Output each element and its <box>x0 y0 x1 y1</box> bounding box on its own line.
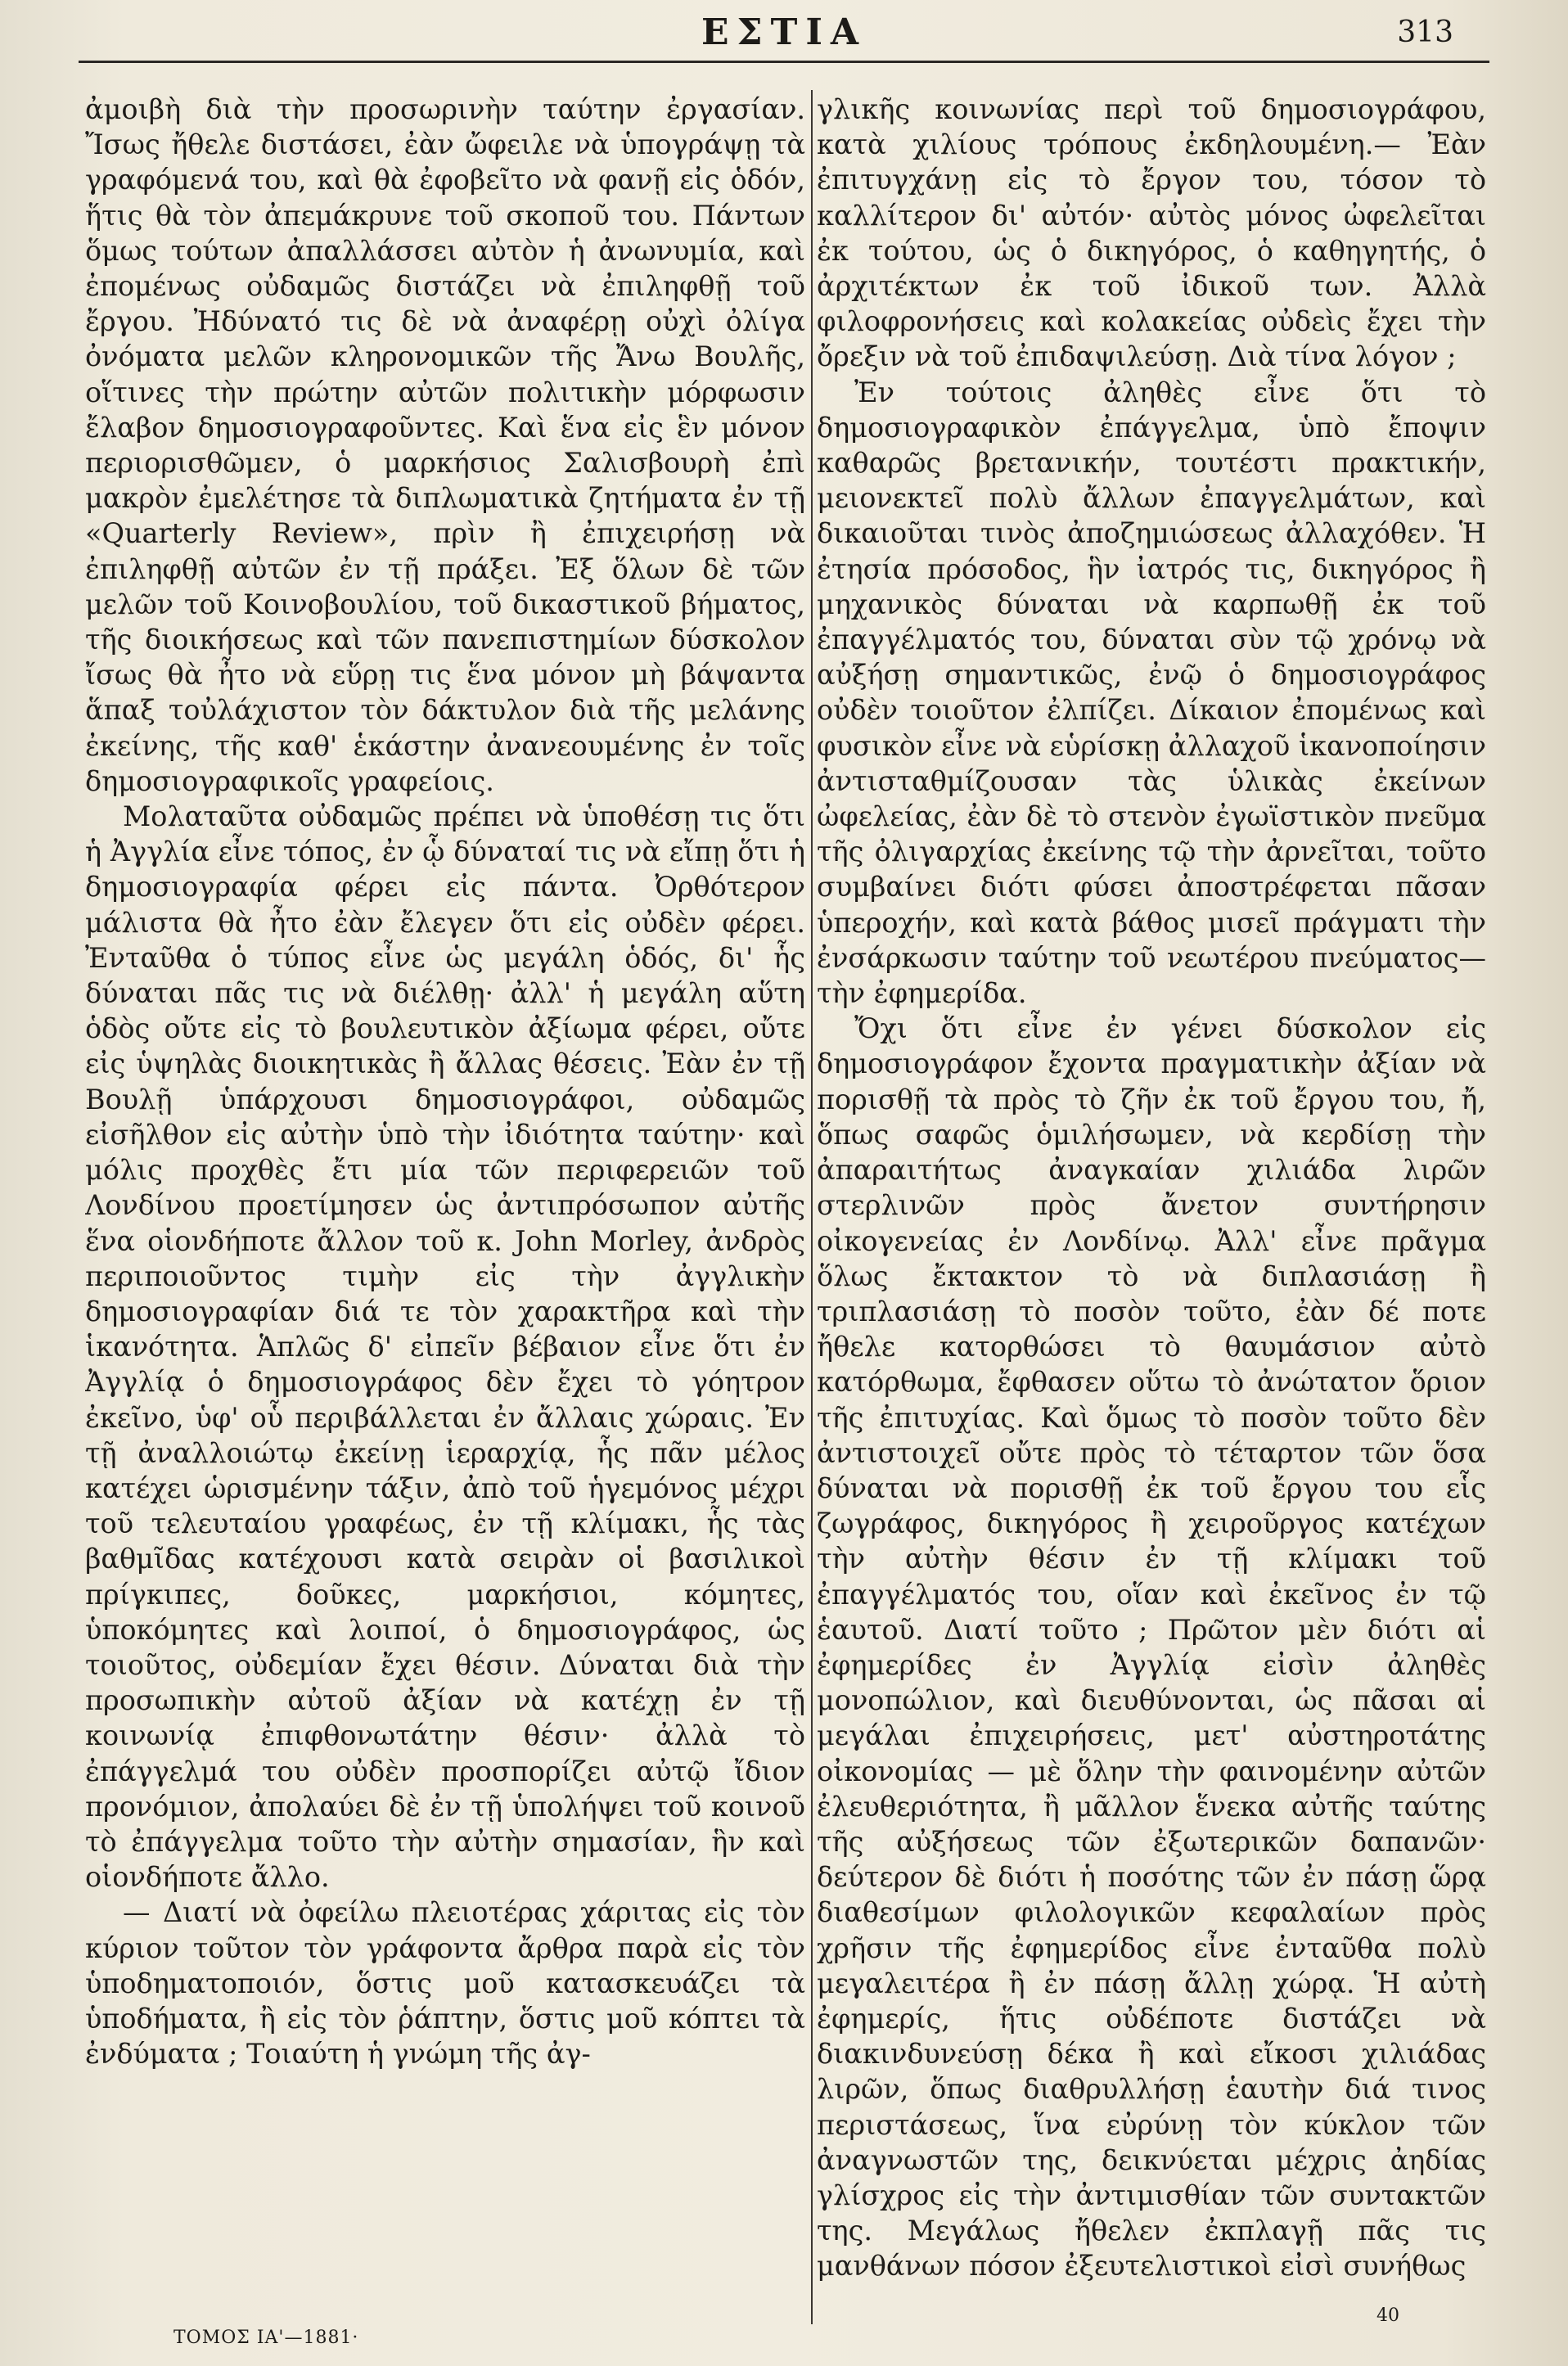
column-divider <box>811 90 813 2324</box>
paragraph: Μολαταῦτα οὐδαμῶς πρέπει νὰ ὑποθέσῃ τις ὅτι ἡ Ἀγγλία εἶνε τόπος, ἐν ᾧ δύναταί τις νὰ εἴπῃ ὅτι ἡ δημοσιογραφία φέρει εἰς πάντα. Ὀρθότερον μάλιστα θὰ ἦτο ἐὰν ἔλεγεν ὅτι εἰς οὐδὲν φέρει. Ἐνταῦθα ὁ τύπος εἶνε ὡς μεγάλη ὁδός, δι' ἧς δύναται πᾶς τις νὰ διέλθῃ· ἀλλ' ἡ μεγάλη αὕτη ὁδὸς οὔτε εἰς τὸ βουλευτικὸν ἀξίωμα φέρει, οὔτε εἰς ὑψηλὰς διοικητικὰς ἢ ἄλλας θέσεις. Ἐὰν ἐν τῇ Βουλῇ ὑπάρχουσι δημοσιογράφοι, οὐδαμῶς εἰσῆλθον εἰς αὐτὴν ὑπὸ τὴν ἰδιότητα ταύτην· καὶ μόλις προχθὲς ἔτι μία τῶν περιφερειῶν τοῦ Λονδίνου προετίμησεν ὡς ἀντιπρόσωπον αὐτῆς ἕνα οἱονδήποτε ἄλλον τοῦ κ. John Morley, ἀνδρὸς περιποιοῦντος τιμὴν εἰς τὴν ἀγγλικὴν δημοσιογραφίαν διά τε τὸν χαρακτῆρα καὶ τὴν ἱκανότητα. Ἁπλῶς δ' εἰπεῖν βέβαιον εἶνε ὅτι ἐν Ἀγγλίᾳ ὁ δημοσιογράφος δὲν ἔχει τὸ γόητρον ἐκεῖνο, ὑφ' οὗ περιβάλλεται ἐν ἄλλαις χώραις. Ἐν τῇ ἀναλλοιώτῳ ἐκείνῃ ἱεραρχίᾳ, ἧς πᾶν μέλος κατέχει ὡρισμένην τάξιν, ἀπὸ τοῦ ἡγεμόνος μέχρι τοῦ τελευταίου γραφέως, ἐν τῇ κλίμακι, ἧς τὰς βαθμῖδας κατέχουσι κατὰ σειρὰν οἱ βασιλικοὶ πρίγκιπες, δοῦκες, μαρκήσιοι, κόμητες, ὑποκόμητες καὶ λοιποί, ὁ δημοσιογράφος, ὡς τοιοῦτος, οὐδεμίαν ἔχει θέσιν. Δύναται διὰ τὴν προσωπικὴν αὐτοῦ ἀξίαν νὰ κατέχῃ ἐν τῇ κοινωνίᾳ ἐπιφθονωτάτην θέσιν· ἀλλὰ τὸ ἐπάγγελμά του οὐδὲν προσπορίζει αὐτῷ ἴδιον προνόμιον, ἀπολαύει δὲ ἐν τῇ ὑπολήψει τοῦ κοινοῦ τὸ ἐπάγγελμα τοῦτο τὴν αὐτὴν σημασίαν, ἣν καὶ οἱονδήποτε ἄλλο. <box>85 800 805 1894</box>
page-number: 313 <box>1397 16 1453 49</box>
paragraph: Ὄχι ὅτι εἶνε ἐν γένει δύσκολον εἰς δημοσιογράφον ἔχοντα πραγματικὴν ἀξίαν νὰ πορισθῇ τὰ πρὸς τὸ ζῆν ἐκ τοῦ ἔργου του, ἤ, ὅπως σαφῶς ὁμιλήσωμεν, νὰ κερδίσῃ τὴν ἀπαραιτήτως ἀναγκαίαν χιλιάδα λιρῶν στερλινῶν πρὸς ἄνετον συντήρησιν οἰκογενείας ἐν Λονδίνῳ. Ἀλλ' εἶνε πρᾶγμα ὅλως ἔκτακτον τὸ νὰ διπλασιάσῃ ἢ τριπλασιάσῃ τὸ ποσὸν τοῦτο, ἐὰν δέ ποτε ἤθελε κατορθώσει τὸ θαυμάσιον αὐτὸ κατόρθωμα, ἔφθασεν οὕτω τὸ ἀνώτατον ὅριον τῆς ἐπιτυχίας. Καὶ ὅμως τὸ ποσὸν τοῦτο δὲν ἀντιστοιχεῖ οὔτε πρὸς τὸ τέταρτον τῶν ὅσα δύναται νὰ πορισθῇ ἐκ τοῦ ἔργου του εἷς ζωγράφος, δικηγόρος ἢ χειροῦργος κατέχων τὴν αὐτὴν θέσιν ἐν τῇ κλίμακι τοῦ ἐπαγγέλματός του, οἵαν καὶ ἐκεῖνος ἐν τῷ ἑαυτοῦ. Διατί τοῦτο ; Πρῶτον μὲν διότι αἱ ἐφημερίδες ἐν Ἀγγλίᾳ εἰσὶν ἀληθὲς μονοπώλιον, καὶ διευθύνονται, ὡς πᾶσαι αἱ μεγάλαι ἐπιχειρήσεις, μετ' αὐστηροτάτης οἰκονομίας — μὲ ὅλην τὴν φαινομένην αὐτῶν ἐλευθεριότητα, ἢ μᾶλλον ἕνεκα αὐτῆς ταύτης τῆς αὐξήσεως τῶν ἐξωτερικῶν δαπανῶν· δεύτερον δὲ διότι ἡ ποσότης τῶν ἐν πάσῃ ὥρᾳ διαθεσίμων φιλολογικῶν κεφαλαίων πρὸς χρῆσιν τῆς ἐφημερίδος εἶνε ἐνταῦθα πολὺ μεγαλειτέρα ἢ ἐν πάσῃ ἄλλῃ χώρᾳ. Ἡ αὐτὴ ἐφημερίς, ἥτις οὐδέποτε διστάζει νὰ διακινδυνεύσῃ δέκα ἢ καὶ εἴκοσι χιλιάδας λιρῶν, ὅπως διαθρυλλήσῃ ἑαυτὴν διά τινος περιστάσεως, ἵνα εὐρύνῃ τὸν κύκλον τῶν ἀναγνωστῶν της, δεικνύεται μέχρις ἀηδίας γλίσχρος εἰς τὴν ἀντιμισθίαν τῶν συντακτῶν της. Μεγάλως ἤθελεν ἐκπλαγῇ πᾶς τις μανθάνων πόσον ἐξευτελιστικοὶ εἰσὶ συνήθως <box>817 1012 1486 2283</box>
paragraph: Ἐν τούτοις ἀληθὲς εἶνε ὅτι τὸ δημοσιογραφικὸν ἐπάγγελμα, ὑπὸ ἔποψιν καθαρῶς βρετανικήν, τουτέστι πρακτικήν, μειονεκτεῖ πολὺ ἄλλων ἐπαγγελμάτων, καὶ δικαιοῦται τινὸς ἀποζημιώσεως ἀλλαχόθεν. Ἡ ἐτησία πρόσοδος, ἣν ἰατρός τις, δικηγόρος ἢ μηχανικὸς δύναται νὰ καρπωθῇ ἐκ τοῦ ἐπαγγέλματός του, δύναται σὺν τῷ χρόνῳ νὰ αὐξήσῃ σημαντικῶς, ἐνῷ ὁ δημοσιογράφος οὐδὲν τοιοῦτον ἐλπίζει. Δίκαιον ἐπομένως καὶ φυσικὸν εἶνε νὰ εὑρίσκῃ ἀλλαχοῦ ἱκανοποίησιν ἀντισταθμίζουσαν τὰς ὑλικὰς ἐκείνων ὠφελείας, ἐὰν δὲ τὸ στενὸν ἐγωϊστικὸν πνεῦμα τῆς ὀλιγαρχίας ἐκείνης τῷ τὴν ἀρνεῖται, τοῦτο συμβαίνει διότι φύσει ἀποστρέφεται πᾶσαν ὑπεροχήν, καὶ κατὰ βάθος μισεῖ πράγματι τὴν ἐνσάρκωσιν ταύτην τοῦ νεωτέρου πνεύματος—τὴν ἐφημερίδα. <box>817 376 1486 1010</box>
masthead-title: ΕΣΤΙΑ <box>701 11 867 53</box>
right-column <box>817 92 1486 2293</box>
left-column <box>85 92 805 2293</box>
volume-footer: ΤΟΜΟΣ ΙΑ'—1881· <box>173 2328 359 2348</box>
paragraph: ἀμοιβὴ διὰ τὴν προσωρινὴν ταύτην ἐργασίαν. Ἴσως ἤθελε διστάσει, ἐὰν ὤφειλε νὰ ὑπογράψῃ τὰ γραφόμενά του, καὶ θὰ ἐφοβεῖτο νὰ φανῇ εἰς ὁδόν, ἥτις θὰ τὸν ἀπεμάκρυνε τοῦ σκοποῦ του. Πάντων ὅμως τούτων ἀπαλλάσσει αὐτὸν ἡ ἀνωνυμία, καὶ ἐπομένως οὐδαμῶς διστάζει νὰ ἐπιληφθῇ τοῦ ἔργου. Ἠδύνατό τις δὲ νὰ ἀναφέρῃ οὐχὶ ὀλίγα ὀνόματα μελῶν κληρονομικῶν τῆς Ἄνω Βουλῆς, οἵτινες τὴν πρώτην αὐτῶν πολιτικὴν μόρφωσιν ἔλαβον δημοσιογραφοῦντες. Καὶ ἕνα εἰς ἓν μόνον περιορισθῶμεν, ὁ μαρκήσιος Σαλισβουρὴ ἐπὶ μακρὸν ἐμελέτησε τὰ διπλωματικὰ ζητήματα ἐν τῇ «Quarterly Review», πρὶν ἢ ἐπιχειρήσῃ νὰ ἐπιληφθῇ αὐτῶν ἐν τῇ πράξει. Ἐξ ὅλων δὲ τῶν μελῶν τοῦ Κοινοβουλίου, τοῦ δικαστικοῦ βήματος, τῆς διοικήσεως καὶ τῶν πανεπιστημίων δύσκολον ἴσως θὰ ἦτο νὰ εὕρῃ τις ἕνα μόνον μὴ βάψαντα ἅπαξ τοὐλάχιστον τὸν δάκτυλον διὰ τῆς μελάνης ἐκείνης, τῆς καθ' ἑκάστην ἀνανεουμένης ἐν τοῖς δημοσιογραφικοῖς γραφείοις. <box>85 93 805 797</box>
paragraph: γλικῆς κοινωνίας περὶ τοῦ δημοσιογράφου, κατὰ χιλίους τρόπους ἐκδηλουμένη.— Ἐὰν ἐπιτυγχάνῃ εἰς τὸ ἔργον του, τόσον τὸ καλλίτερον δι' αὐτόν· αὐτὸς μόνος ὠφελεῖται ἐκ τούτου, ὡς ὁ δικηγόρος, ὁ καθηγητής, ὁ ἀρχιτέκτων ἐκ τοῦ ἰδικοῦ των. Ἀλλὰ φιλοφρονήσεις καὶ κολακείας οὐδεὶς ἔχει τὴν ὄρεξιν νὰ τοῦ ἐπιδαψιλεύσῃ. Διὰ τίνα λόγον ; <box>817 93 1486 373</box>
header-rule <box>79 61 1489 63</box>
signature-mark: 40 <box>1377 2305 1399 2326</box>
paragraph: — Διατί νὰ ὀφείλω πλειοτέρας χάριτας εἰς τὸν κύριον τοῦτον τὸν γράφοντα ἄρθρα παρὰ εἰς τὸν ὑποδηματοποιόν, ὅστις μοῦ κατασκευάζει τὰ ὑποδήματα, ἢ εἰς τὸν ῥάπτην, ὅστις μοῦ κόπτει τὰ ἐνδύματα ; Τοιαύτη ἡ γνώμη τῆς ἀγ- <box>85 1896 805 2071</box>
